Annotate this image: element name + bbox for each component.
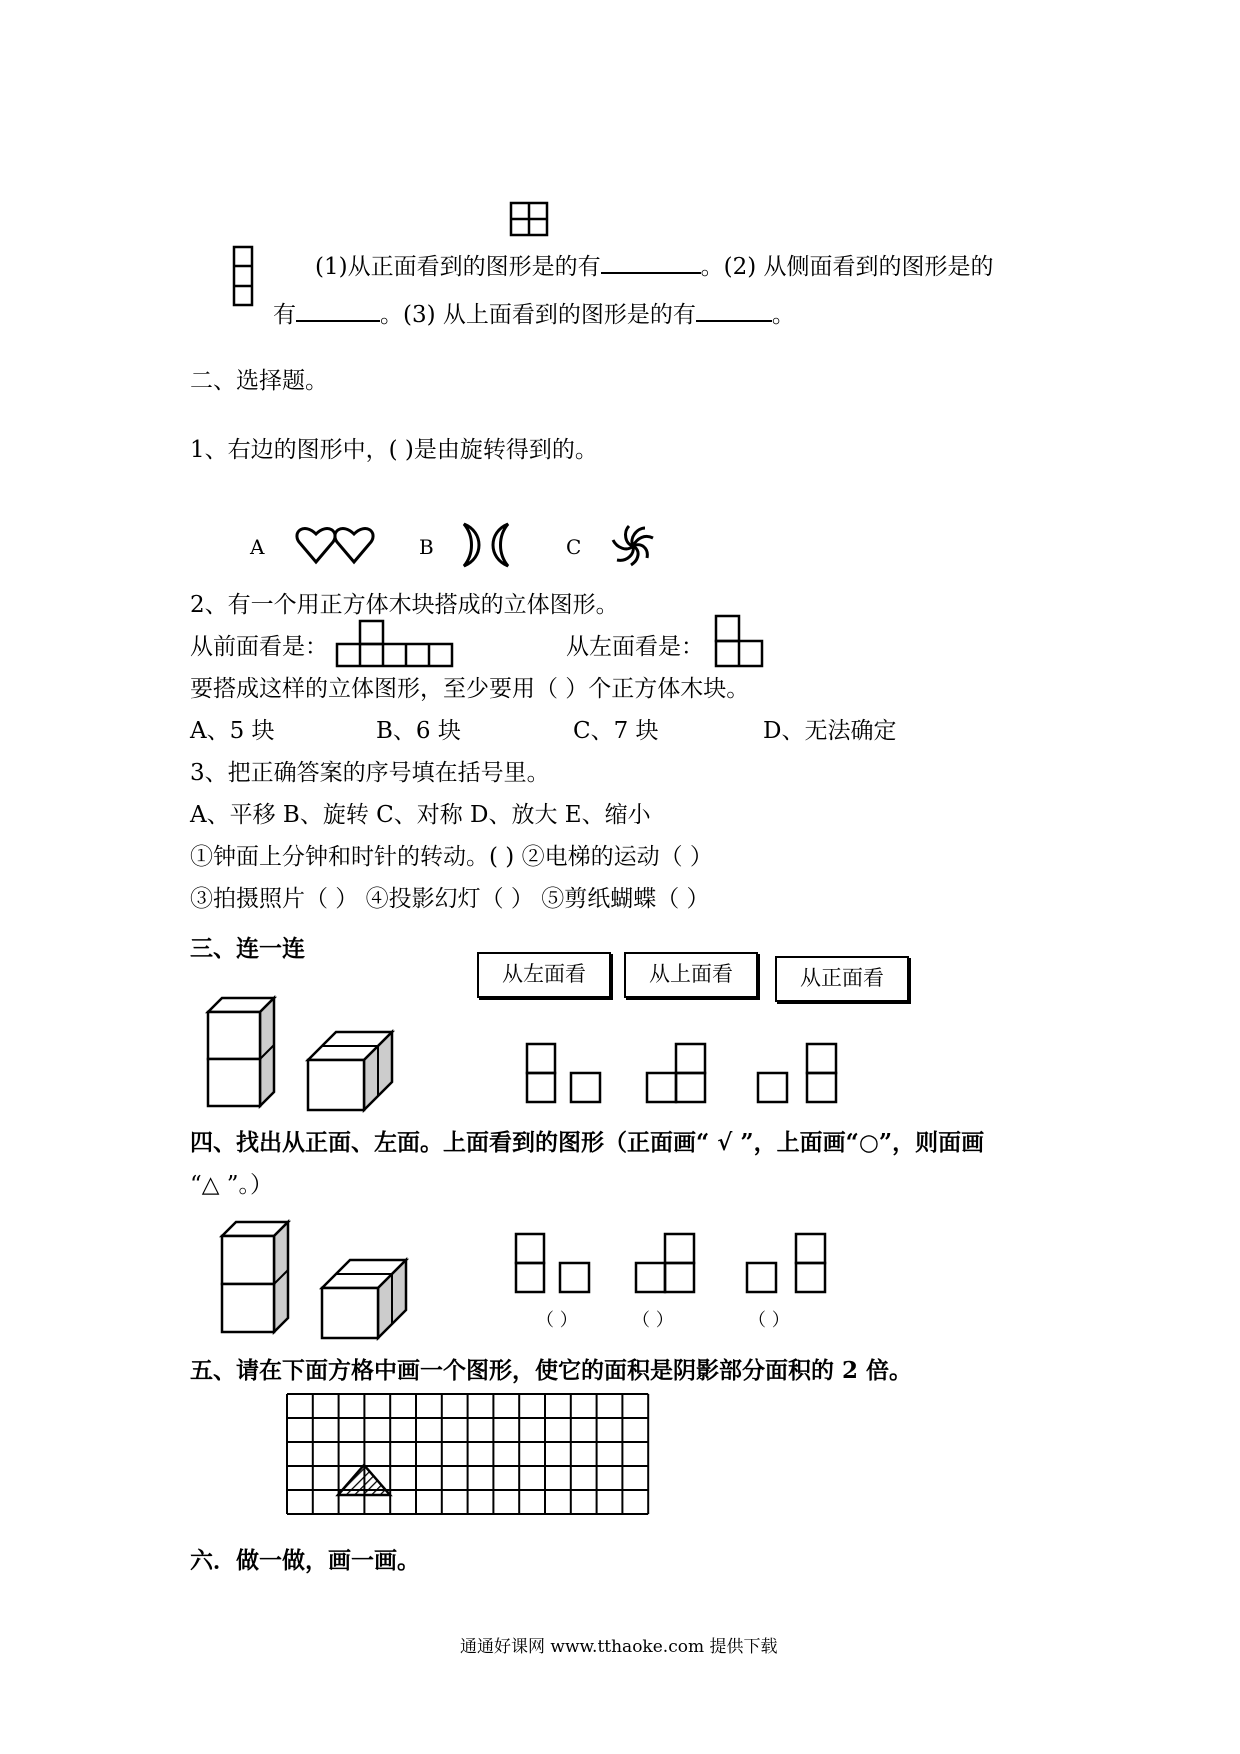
square-grid[interactable]: [286, 1393, 648, 1517]
q2-text: 2、有一个用正方体木块搭成的立体图形。: [190, 592, 619, 618]
view-question-part3: 有: [273, 302, 296, 328]
view-question-part4: 。(3) 从上面看到的图形是的有: [380, 302, 696, 328]
section2-heading: 二、选择题。: [190, 368, 328, 394]
q2-option-d: D、无法确定: [763, 718, 897, 744]
q1-option-a-label: A: [250, 535, 265, 559]
q3-line1: ①钟面上分钟和时针的转动。( ) ②电梯的运动（ ）: [190, 844, 713, 870]
deep-cubes-figure-2: [320, 1256, 410, 1342]
q2-option-b: B、6 块: [376, 718, 461, 744]
view-shapes-row2: [514, 1230, 834, 1300]
q2-option-c: C、7 块: [573, 718, 659, 744]
label-left-view: 从左面看: [477, 952, 611, 998]
answer-blank-front[interactable]: [601, 250, 701, 274]
q1-text: 1、右边的图形中，( )是由旋转得到的。: [190, 437, 598, 463]
q1-option-b-label: B: [419, 535, 434, 559]
deep-cubes-figure: [306, 1028, 396, 1114]
q3-text: 3、把正确答案的序号填在括号里。: [190, 760, 550, 786]
top-view-figure: [510, 202, 550, 238]
shaded-triangle: [338, 1465, 390, 1495]
label-front-view: 从正面看: [775, 956, 909, 1002]
section5-heading: 五、请在下面方格中画一个图形，使它的面积是阴影部分面积的 2 倍。: [190, 1357, 913, 1384]
answer-blank-top[interactable]: [696, 298, 772, 322]
answer-bracket-1[interactable]: （ ）: [536, 1310, 578, 1331]
view-question-part5: 。: [771, 302, 795, 328]
answer-blank-side[interactable]: [296, 298, 380, 322]
stacked-cubes-figure: [206, 994, 278, 1114]
view-question-line2: [273, 298, 795, 330]
section4-heading: 四、找出从正面、左面。上面看到的图形（正面画“ √ ”，上面画“○”，则面画: [190, 1129, 985, 1156]
answer-bracket-3[interactable]: （ ）: [748, 1310, 790, 1331]
q2-front-label: 从前面看是：: [190, 634, 328, 660]
q2-option-a: A、5 块: [190, 718, 275, 744]
q2-question: 要搭成这样的立体图形，至少要用（ ）个正方体木块。: [190, 676, 750, 702]
q2-left-view-figure: [714, 614, 766, 668]
side-view-figure: [233, 246, 255, 308]
q3-choices: A、平移 B、旋转 C、对称 D、放大 E、缩小: [190, 802, 651, 828]
q3-line2: ③拍摄照片（ ） ④投影幻灯（ ） ⑤剪纸蝴蝶（ ）: [190, 886, 710, 912]
q1-option-c-label: C: [566, 535, 582, 559]
section4-heading2: “△ ”。）: [190, 1172, 274, 1198]
stacked-cubes-figure-2: [220, 1218, 292, 1340]
view-question-part2: 。(2) 从侧面看到的图形是的: [700, 254, 994, 280]
view-question-line1: [315, 250, 993, 282]
crescent-moons-icon: [462, 522, 510, 568]
view-shapes-row1: [525, 1040, 845, 1110]
section3-heading: 三、连一连: [190, 935, 305, 962]
footer-text: 通通好课网 www.tthaoke.com 提供下载: [460, 1637, 778, 1657]
hearts-icon: [296, 526, 376, 564]
q2-left-label: 从左面看是：: [566, 634, 704, 660]
label-top-view: 从上面看: [624, 952, 758, 998]
pinwheel-icon: [610, 524, 656, 568]
answer-bracket-2[interactable]: （ ）: [632, 1310, 674, 1331]
q2-front-view-figure: [335, 620, 455, 668]
section6-heading: 六．做一做，画一画。: [190, 1547, 420, 1574]
view-question-part1: (1)从正面看到的图形是的有: [315, 254, 601, 280]
